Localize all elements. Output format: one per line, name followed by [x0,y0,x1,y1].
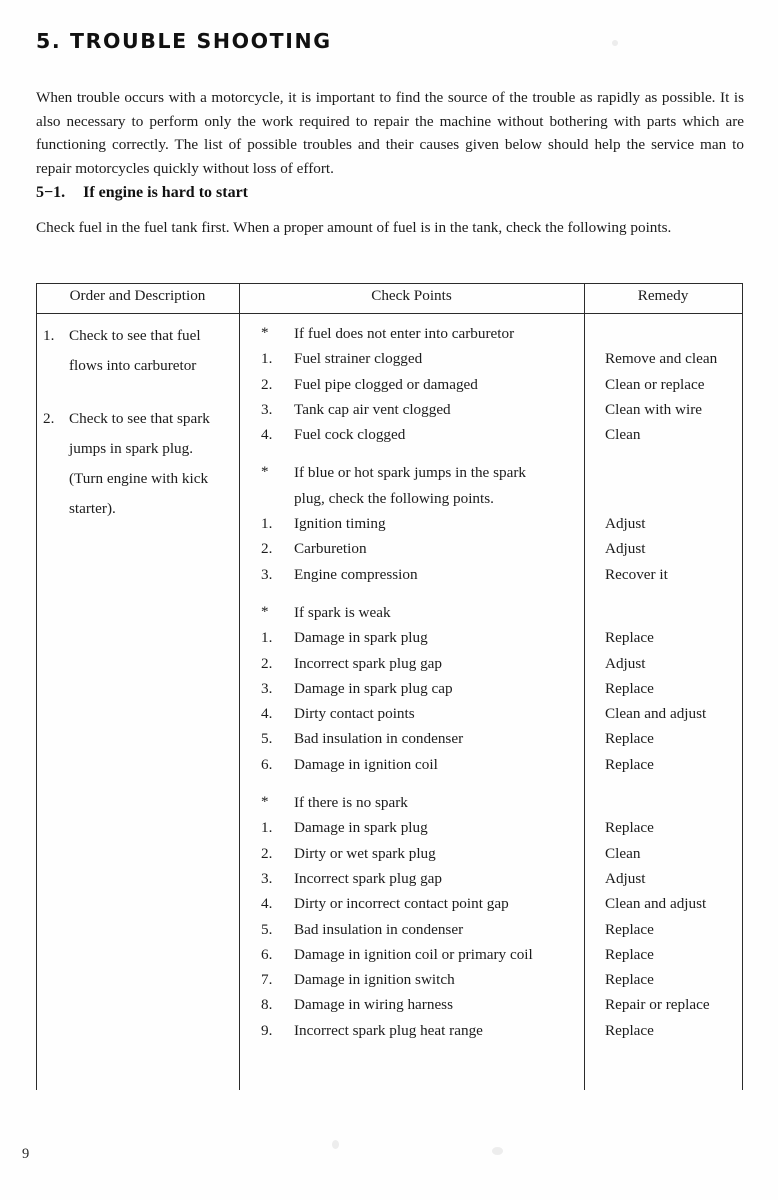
scan-speckle [332,1140,339,1149]
check-point-note-text: If blue or hot spark jumps in the spark [294,464,526,482]
check-point-text: Damage in ignition switch [294,971,455,989]
check-point-note-text: plug, check the following points. [294,489,494,507]
check-point-text: Incorrect spark plug heat range [294,1021,483,1039]
remedy-value: Clean [605,844,641,862]
check-point-note-text: If fuel does not enter into carburetor [294,325,515,342]
check-point-item [239,992,584,1017]
check-point-item [239,397,584,422]
remedy-spacer [584,486,742,511]
intro-paragraph-text: When trouble occurs with a motorcycle, it is important to find the source of the trouble as rapidly as possible. It is also necessary to perform only the work required to repair the machine without bothering with parts which are functioning correctly. The list of possible troubles and their causes given below should help the service man to repair motorcycles quickly without loss of effort. [36,89,744,177]
remedy-value: Adjust [605,515,646,533]
check-point-item [239,866,584,891]
check-point-item [239,625,584,650]
remedy-value: Remove and clean [605,350,718,368]
remedy-value: Recover it [605,565,668,583]
check-point-text: Damage in spark plug [294,819,428,837]
remedy-spacer [584,460,742,485]
check-point-text: Damage in spark plug [294,629,428,647]
check-point-number: 6. [261,755,273,773]
check-point-number: 2. [261,375,273,393]
group-spacer [239,777,584,790]
check-point-note [239,321,584,346]
remedy-spacer [584,600,742,625]
troubleshooting-table [36,283,743,1090]
check-point-item [239,726,584,751]
order-text: Check to see that spark [69,410,210,427]
order-column [42,321,239,524]
section-number: 5−1. [36,184,66,201]
check-point-text: Dirty or wet spark plug [294,844,436,862]
order-text: (Turn engine with kick [69,470,209,487]
order-line [42,404,239,434]
check-point-number: 3. [261,400,273,418]
order-entry [42,404,239,524]
remedy-value: Clean [605,426,641,444]
order-number: 1. [43,327,55,344]
remedy-value: Replace [605,971,654,989]
check-point-number: 3. [261,565,273,583]
check-point-text: Fuel strainer clogged [294,350,423,368]
check-point-number: 2. [261,540,273,558]
check-point-number: 2. [261,844,273,862]
remedy-value: Replace [605,945,654,963]
check-point-item [239,536,584,561]
scan-speckle [492,1147,503,1155]
column-header-check-points: Check Points [371,287,452,304]
check-point-number: 4. [261,705,273,723]
order-text: flows into carburetor [69,357,197,374]
order-number: 2. [43,410,55,427]
check-point-note [239,600,584,625]
remedy-spacer [584,790,742,815]
check-point-item [239,967,584,992]
check-point-text: Incorrect spark plug gap [294,869,443,887]
check-point-number: 3. [261,679,273,697]
remedy-value: Replace [605,1021,654,1039]
check-point-text: Incorrect spark plug gap [294,654,443,672]
asterisk-icon: * [261,325,269,341]
check-point-number: 7. [261,971,273,989]
order-text: Check to see that fuel [69,327,201,344]
check-point-item [239,676,584,701]
group-spacer [584,777,742,790]
order-text: jumps in spark plug. [69,440,194,457]
intro-paragraph [36,86,744,180]
order-line [42,494,239,524]
group-spacer [239,587,584,600]
check-point-number: 3. [261,869,273,887]
check-point-note-text: If there is no spark [294,794,408,812]
remedy-value: Replace [605,629,654,647]
check-point-item [239,841,584,866]
check-point-number: 6. [261,945,273,963]
column-header-order: Order and Description [69,287,206,304]
order-line [42,464,239,494]
remedy-value: Replace [605,755,654,773]
order-line [42,434,239,464]
check-point-text: Carburetion [294,540,367,558]
section-heading [36,184,248,202]
remedy-value: Adjust [605,869,646,887]
check-point-text: Damage in ignition coil or primary coil [294,945,533,963]
check-point-item [239,891,584,916]
remedy-value: Clean and adjust [605,895,707,913]
table-header-rule [36,313,743,314]
order-text: starter). [69,500,116,517]
check-point-number: 5. [261,730,273,748]
order-line [42,351,239,381]
remedy-column [584,321,742,1043]
asterisk-icon: * [261,794,269,811]
check-point-text: Dirty or incorrect contact point gap [294,895,509,913]
check-point-text: Bad insulation in condenser [294,920,464,938]
remedy-value: Clean and adjust [605,705,707,723]
check-point-item [239,752,584,777]
scan-speckle [612,40,618,46]
check-point-number: 1. [261,819,273,837]
check-point-number: 5. [261,920,273,938]
section-intro-text: Check fuel in the fuel tank first. When a proper amount of fuel is in the tank, check the following points. [36,219,672,236]
page-number: 9 [22,1146,30,1162]
page-title: 5. TROUBLE SHOOTING [36,29,332,53]
check-point-number: 4. [261,426,273,444]
remedy-value: Adjust [605,540,646,558]
check-point-note [239,790,584,815]
remedy-value: Clean or replace [605,375,705,393]
section-intro [36,216,746,240]
check-point-number: 8. [261,996,273,1014]
check-point-item [239,1018,584,1043]
order-line [42,321,239,351]
table-right-border [742,283,743,1090]
check-point-number: 1. [261,350,273,368]
check-point-item [239,942,584,967]
asterisk-icon: * [261,464,269,481]
check-point-text: Damage in ignition coil [294,755,438,773]
remedy-value: Repair or replace [605,996,710,1014]
check-point-number: 1. [261,629,273,647]
check-point-item [239,562,584,587]
column-header-remedy: Remedy [637,287,689,304]
remedy-value: Replace [605,819,654,837]
check-points-column [239,321,584,1043]
remedy-value: Replace [605,920,654,938]
check-point-text: Fuel cock clogged [294,426,406,444]
check-point-text: Dirty contact points [294,705,415,723]
check-point-note [239,460,584,485]
order-entry [42,321,239,381]
check-point-note [239,486,584,511]
check-point-item [239,917,584,942]
check-point-item [239,815,584,840]
group-spacer [584,587,742,600]
group-spacer [584,447,742,460]
check-point-item [239,511,584,536]
section-title: If engine is hard to start [83,184,249,201]
asterisk-icon: * [261,603,269,620]
check-point-item [239,701,584,726]
check-point-number: 4. [261,895,273,913]
table-left-border [36,283,37,1090]
check-point-number: 1. [261,515,273,533]
check-point-text: Tank cap air vent clogged [294,400,451,418]
remedy-value: Replace [605,730,654,748]
check-point-text: Ignition timing [294,515,386,533]
check-point-number: 9. [261,1021,273,1039]
table-top-border [36,283,743,284]
check-point-text: Engine compression [294,565,418,583]
check-point-text: Bad insulation in condenser [294,730,464,748]
check-point-item [239,372,584,397]
remedy-value: Clean with wire [605,400,703,418]
check-point-text: Fuel pipe clogged or damaged [294,375,478,393]
check-point-item [239,346,584,371]
remedy-value: Replace [605,679,654,697]
check-point-text: Damage in spark plug cap [294,679,453,697]
check-point-text: Damage in wiring harness [294,996,454,1014]
check-point-item [239,422,584,447]
check-point-item [239,651,584,676]
remedy-spacer [584,321,742,346]
check-point-note-text: If spark is weak [294,603,391,621]
check-point-number: 2. [261,654,273,672]
remedy-value: Adjust [605,654,646,672]
group-spacer [239,447,584,460]
